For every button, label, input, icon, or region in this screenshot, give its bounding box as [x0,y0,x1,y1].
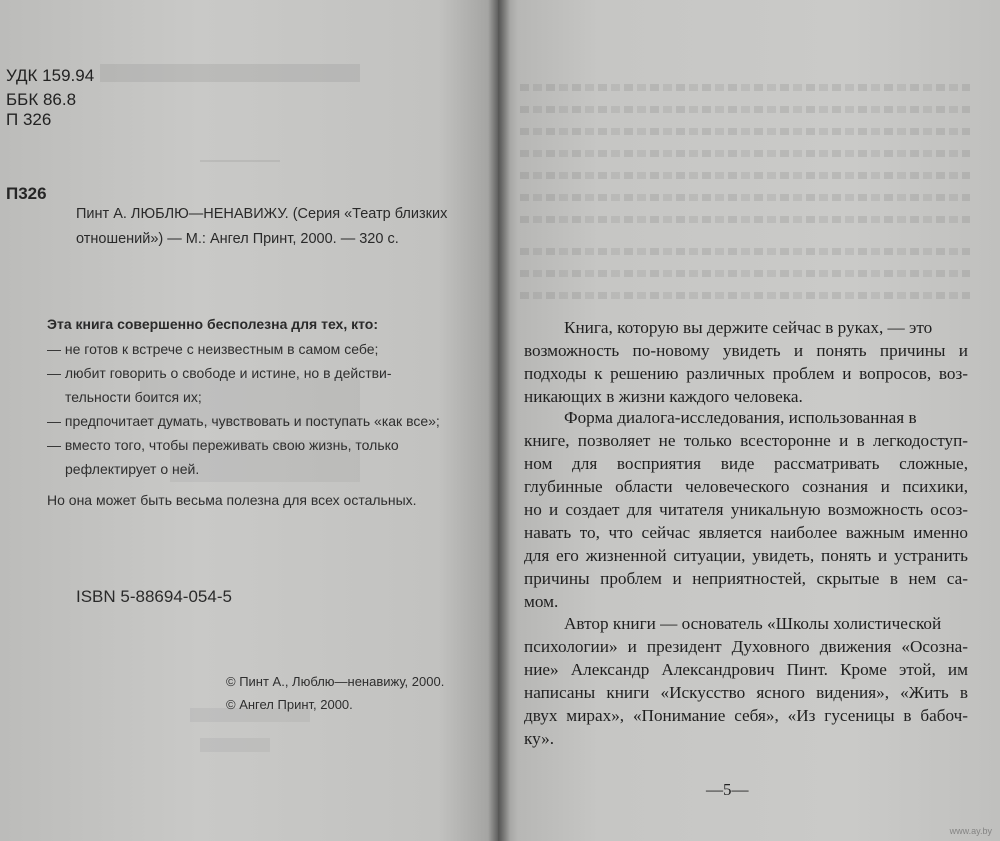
annotation-item: — не готов к встрече с неизвестным в самом себе; [47,341,379,357]
annotation-item: рефлектирует о ней. [65,461,200,477]
isbn: ISBN 5-88694-054-5 [76,587,232,606]
bleed-through-line [520,172,970,179]
paragraph-line: навать то, что сейчас является наиболее важным именно [524,523,968,542]
paragraph-line: возможность по-новому увидеть и понять причины и [524,341,968,360]
paragraph-line: книге, позволяет не только всесторонне и в легкодоступ- [524,431,968,450]
paragraph-line: для его жизненной ситуации, увидеть, понять и устранить [524,546,968,565]
paragraph-line: подходы к решению различных проблем и вопросов, воз- [524,364,968,383]
copyright-line: © Ангел Принт, 2000. [226,697,353,712]
bbk-code: ББК 86.8 [6,90,77,109]
annotation-item: — предпочитает думать, чувствовать и поступать «как все»; [47,413,440,429]
catalog-code: П326 [6,184,47,203]
site-watermark: www.ay.by [949,826,992,836]
bleed-through-area [500,70,980,350]
paragraph-line: ку». [524,729,555,748]
paragraph-line: двух мирах», «Понимание себя», «Из гусеницы в бабоч- [524,706,968,725]
bleed-through-line [520,292,970,299]
paragraph-line: Автор книги — основатель «Школы холистической [564,614,942,633]
annotation-item: — вместо того, чтобы переживать свою жизнь, только [47,437,399,453]
bibliographic-line: Пинт А. ЛЮБЛЮ—НЕНАВИЖУ. (Серия «Театр близких [76,206,448,222]
annotation-lead: Эта книга совершенно бесполезна для тех, кто: [47,316,379,332]
bibliographic-line: отношений») — М.: Ангел Принт, 2000. — 320 с. [76,231,399,247]
annotation-item: — любит говорить о свободе и истине, но в действи- [47,365,392,381]
bleed-through-line [520,106,970,113]
page-number: —5— [706,780,749,799]
paragraph-line: причины проблем и неприятностей, скрытые в нем са- [524,569,968,588]
paragraph-line: но и создает для читателя уникальную возможность осоз- [524,500,968,519]
annotation-tail: Но она может быть весьма полезна для всех остальных. [47,492,417,508]
bleed-through-line [520,84,970,91]
copyright-line: © Пинт А., Люблю—ненавижу, 2000. [226,674,445,689]
bleed-through-shape [100,64,360,82]
bleed-through-line [520,150,970,157]
bleed-through-line [520,216,970,223]
paragraph-line: мом. [524,592,559,611]
paragraph-line: ном для восприятия виде рассматривать сложные, [524,454,968,473]
paragraph-line: Книга, которую вы держите сейчас в руках, — это [564,318,933,337]
bleed-through-line [520,270,970,277]
paragraph-line: ние» Александр Александрович Пинт. Кроме этой, им [524,660,968,679]
paragraph-line: никающих в жизни каждого человека. [524,387,803,406]
bleed-through-line [520,194,970,201]
bleed-through-line [520,248,970,255]
annotation-item: тельности боится их; [65,389,202,405]
paragraph-line: глубинные области человеческого сознания и психики, [524,477,968,496]
paragraph-line: написаны книги «Искусство ясного видения», «Жить в [524,683,968,702]
bleed-through-shape [200,738,270,752]
paragraph-line: психологии» и президент Духовного движения «Осозна- [524,637,968,656]
bleed-through-line [520,128,970,135]
bleed-through-shape [200,160,280,162]
author-mark: П 326 [6,110,52,129]
udk-code: УДК 159.94 [6,66,95,85]
paragraph-line: Форма диалога-исследования, использованная в [564,408,917,427]
